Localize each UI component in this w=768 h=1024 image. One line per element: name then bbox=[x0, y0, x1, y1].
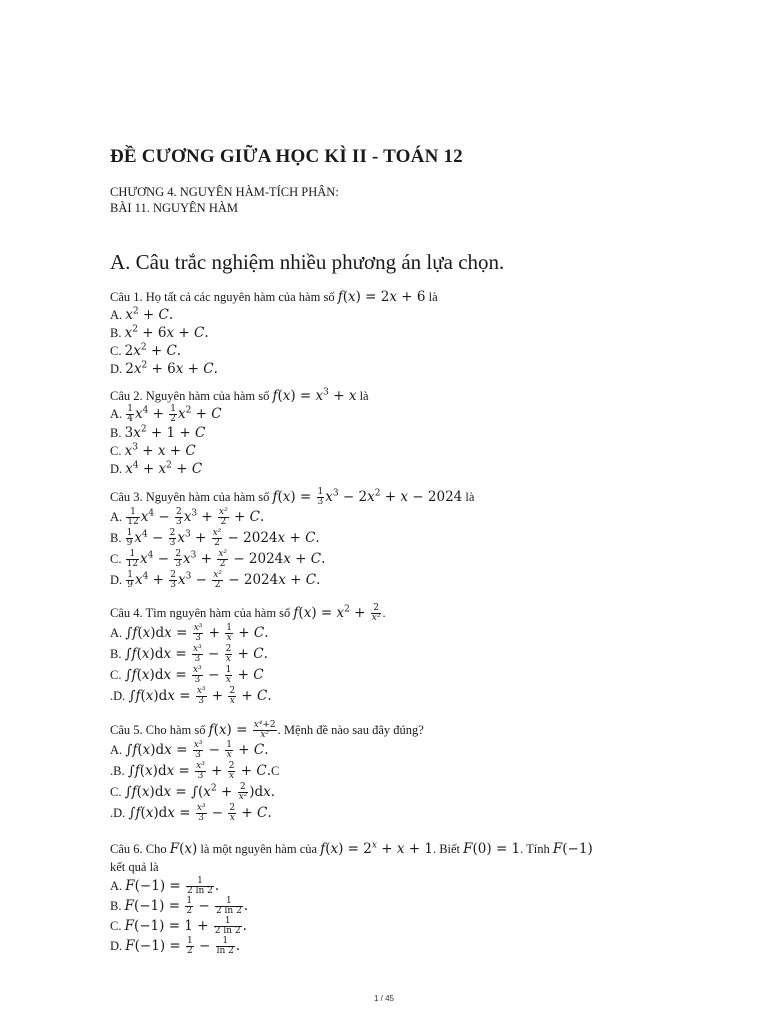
option-label: D. bbox=[110, 939, 126, 953]
section-heading: A. Câu trắc nghiệm nhiều phương án lựa chọn. bbox=[110, 250, 505, 274]
option-label: D. bbox=[110, 573, 126, 587]
math-formula: F(0) = 1 bbox=[463, 841, 521, 857]
math-formula: $\int f(x)dx = \int(x^2$ + $\frac{2}{\text{x²}}$ )dx. bbox=[124, 782, 276, 802]
option-label: C. bbox=[110, 444, 125, 458]
question-stem bbox=[110, 488, 670, 507]
answer-option-a[interactable] bbox=[110, 405, 670, 424]
math-formula: F(−1) = $\frac{1}{2 \ln 2}$ . bbox=[125, 876, 220, 896]
question-text: . Tính bbox=[520, 842, 553, 856]
question-text: Câu 3. Nguyên hàm của hàm số bbox=[110, 490, 273, 504]
answer-option-d[interactable] bbox=[110, 460, 670, 478]
option-label: A. bbox=[110, 308, 126, 322]
option-suffix: C bbox=[271, 764, 280, 778]
question-5 bbox=[110, 721, 670, 824]
answer-option-c[interactable] bbox=[110, 782, 670, 803]
math-formula: $\frac{1}{9}$ $x^4$ + $\frac{2}{3}$ $x^3$ − $\frac{\text{x²}}{2}$ − 2024x + C. bbox=[127, 570, 321, 590]
option-label: A. bbox=[110, 743, 126, 757]
question-6 bbox=[110, 840, 670, 956]
option-label: .B. bbox=[110, 764, 128, 778]
option-label: C. bbox=[110, 344, 125, 358]
math-formula: $\frac{1}{12}$ $x^4$ − $\frac{2}{3}$ $x^3$ + $\frac{\text{x²}}{2}$ − 2024x + C. bbox=[126, 549, 326, 569]
answer-option-c[interactable] bbox=[110, 342, 670, 360]
question-stem bbox=[110, 840, 670, 858]
answer-option-d[interactable] bbox=[110, 570, 670, 591]
math-formula: ∫f(x)dx = $\frac{\text{x³}}{3}$ − $\frac{1}{x}$ + C. bbox=[125, 740, 269, 760]
answer-option-d[interactable] bbox=[110, 686, 670, 707]
answer-option-c[interactable] bbox=[110, 549, 670, 570]
question-text: Câu 1. Họ tất cả các nguyên hàm của hàm số bbox=[110, 290, 338, 304]
math-formula: $\frac{1}{9}$ $x^4$ − $\frac{2}{3}$ $x^3$ + $\frac{\text{x²}}{2}$ − 2024x + C. bbox=[126, 528, 320, 548]
question-text: Câu 5. Cho hàm số bbox=[110, 723, 209, 737]
answer-option-d[interactable] bbox=[110, 803, 670, 824]
option-label: A. bbox=[110, 407, 126, 421]
answer-option-d[interactable] bbox=[110, 936, 670, 956]
math-formula: f(x) = $\frac{1}{3}$ $x^3 - 2x^2 + x - 2024$ bbox=[272, 487, 463, 507]
math-formula: F(x) bbox=[169, 841, 198, 857]
math-formula: F(−1) bbox=[552, 841, 593, 857]
question-text: Câu 2. Nguyên hàm của hàm số bbox=[110, 389, 273, 403]
question-text: là một nguyên hàm của bbox=[197, 842, 321, 856]
question-text: là bbox=[425, 290, 438, 304]
math-formula: f(x) = $\frac{\text{x⁴+2}}{\text{x²}}$ bbox=[208, 720, 276, 740]
answer-option-b[interactable] bbox=[110, 424, 670, 442]
question-text: là bbox=[356, 389, 369, 403]
answer-option-a[interactable] bbox=[110, 507, 670, 528]
question-2 bbox=[110, 387, 670, 478]
option-label: .D. bbox=[110, 689, 129, 703]
answer-option-b[interactable] bbox=[110, 644, 670, 665]
math-formula: $2x^2 + 6x + C$. bbox=[125, 360, 218, 377]
option-label: B. bbox=[110, 899, 125, 913]
question-text: Câu 6. Cho bbox=[110, 842, 170, 856]
answer-option-b[interactable] bbox=[110, 761, 670, 782]
option-label: .D. bbox=[110, 806, 129, 820]
math-formula: ∫f(x)dx = $\frac{\text{x³}}{3}$ − $\frac{1}{x}$ + C bbox=[124, 665, 264, 685]
question-stem bbox=[110, 387, 670, 405]
question-stem-line-2: kết quả là bbox=[110, 860, 159, 874]
math-formula: $2x^2 + C$. bbox=[124, 342, 182, 359]
math-formula: $f(x) = 2^x + x + 1$ bbox=[320, 840, 433, 857]
answer-option-b[interactable] bbox=[110, 324, 670, 342]
question-text: . Biết bbox=[432, 842, 464, 856]
question-text: . bbox=[382, 606, 386, 620]
question-stem bbox=[110, 288, 670, 306]
math-formula: $\frac{1}{4}$ $x^4$ + $\frac{1}{2}$ $x^2 + C$ bbox=[127, 404, 222, 424]
math-formula: $x^4 + x^2 + C$ bbox=[125, 460, 203, 477]
document-title: ĐỀ CƯƠNG GIỮA HỌC KÌ II - TOÁN 12 bbox=[110, 146, 463, 167]
option-label: B. bbox=[110, 647, 125, 661]
option-label: D. bbox=[110, 462, 126, 476]
answer-option-b[interactable] bbox=[110, 896, 670, 916]
math-formula: F(−1) = $\frac{1}{2}$ − $\frac{1}{\ln 2}$ . bbox=[125, 936, 241, 956]
question-stem bbox=[110, 604, 670, 623]
question-stem bbox=[110, 721, 670, 740]
math-formula: $3x^2 + 1 + C$ bbox=[124, 424, 206, 441]
option-label: A. bbox=[110, 879, 126, 893]
math-formula: $f(x) = x^2$ + $\frac{2}{\text{x²}}$ bbox=[293, 603, 381, 623]
answer-option-c[interactable] bbox=[110, 665, 670, 686]
option-label: C. bbox=[110, 552, 125, 566]
math-formula: ∫f(x)dx = $\frac{\text{x³}}{3}$ + $\frac{1}{x}$ + C. bbox=[125, 623, 269, 643]
math-formula: F(−1) = $\frac{1}{2}$ − $\frac{1}{2 \ln 2}$ . bbox=[124, 896, 249, 916]
math-formula: $x^3 + x + C$ bbox=[124, 442, 196, 459]
option-label: B. bbox=[110, 326, 125, 340]
math-formula: f(x) = 2x + 6 bbox=[337, 289, 426, 305]
answer-option-c[interactable] bbox=[110, 916, 670, 936]
answer-option-a[interactable] bbox=[110, 876, 670, 896]
answer-option-c[interactable] bbox=[110, 442, 670, 460]
answer-option-a[interactable] bbox=[110, 740, 670, 761]
math-formula: ∫f(x)dx = $\frac{\text{x³}}{3}$ + $\frac{2}{x}$ + C. bbox=[127, 761, 271, 781]
math-formula: $x^2 + C$. bbox=[125, 306, 174, 323]
question-text: Câu 4. Tìm nguyên hàm của hàm số bbox=[110, 606, 294, 620]
option-label: C. bbox=[110, 919, 125, 933]
answer-option-a[interactable] bbox=[110, 306, 670, 324]
answer-option-d[interactable] bbox=[110, 360, 670, 378]
chapter-line: CHƯƠNG 4. NGUYÊN HÀM-TÍCH PHÂN: bbox=[110, 185, 339, 199]
question-4 bbox=[110, 604, 670, 707]
question-3 bbox=[110, 488, 670, 591]
chapter-heading bbox=[110, 184, 339, 216]
option-label: A. bbox=[110, 510, 126, 524]
option-label: C. bbox=[110, 668, 125, 682]
option-label: B. bbox=[110, 426, 125, 440]
question-text: là bbox=[462, 490, 475, 504]
option-label: C. bbox=[110, 785, 125, 799]
math-formula: $x^2 + 6x + C$. bbox=[124, 324, 209, 341]
question-1 bbox=[110, 288, 670, 378]
math-formula: $f(x) = x^3 + x$ bbox=[272, 387, 357, 404]
lesson-line: BÀI 11. NGUYÊN HÀM bbox=[110, 201, 239, 215]
page-number: 1 / 45 bbox=[373, 994, 394, 1003]
math-formula: F(−1) = 1 + $\frac{1}{2 \ln 2}$ . bbox=[124, 916, 247, 936]
math-formula: ∫f(x)dx = $\frac{\text{x³}}{3}$ + $\frac{2}{x}$ + C. bbox=[128, 686, 272, 706]
math-formula: $\frac{1}{12}$ $x^4$ − $\frac{2}{3}$ $x^3$ + $\frac{\text{x²}}{2}$ + C. bbox=[127, 507, 265, 527]
answer-option-a[interactable] bbox=[110, 623, 670, 644]
answer-option-b[interactable] bbox=[110, 528, 670, 549]
math-formula: ∫f(x)dx = $\frac{\text{x³}}{3}$ − $\frac{2}{x}$ + C. bbox=[128, 803, 272, 823]
option-label: D. bbox=[110, 362, 126, 376]
question-text: . Mệnh đề nào sau đây đúng? bbox=[277, 723, 424, 737]
math-formula: ∫f(x)dx = $\frac{\text{x³}}{3}$ − $\frac{2}{x}$ + C. bbox=[124, 644, 268, 664]
option-label: A. bbox=[110, 626, 126, 640]
option-label: B. bbox=[110, 531, 125, 545]
